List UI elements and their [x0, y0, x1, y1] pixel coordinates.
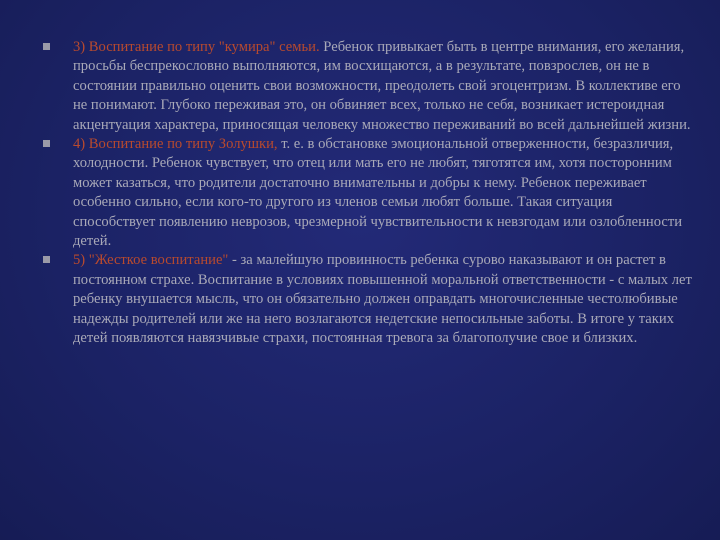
list-item: [40, 135, 692, 251]
square-bullet-icon: [43, 140, 50, 147]
list-item: [40, 251, 692, 348]
bullet-list: [40, 38, 692, 349]
item-highlight: 4) Воспитание по типу Золушки,: [73, 136, 278, 153]
item-highlight: 5) "Жесткое воспитание": [73, 252, 229, 269]
item-text: т. е. в обстановке эмоциональной отверженности, безразличия, холодности. Ребенок чувствует, что отец или мать его не любят, тяготятся им, хотя посторонним может казаться, что родители достаточно внимательны и добры к нему. Ребенок переживает особенно сильно, если кого-то другого из членов семьи любят больше. Такая ситуация способствует появлению неврозов, чрезмерной чувствительности к невзгодам или озлобленности детей.: [73, 136, 683, 250]
item-text: Ребенок привыкает быть в центре внимания, его желания, просьбы беспрекословно выполняются, им восхищаются, а в результате, повзрослев, он не в состоянии правильно оценить свои возможности, преодолеть свой эгоцентризм. В коллективе его не понимают. Глубоко переживая это, он обвиняет всех, только не себя, возникает истероидная акцентуация характера, приносящая человеку множество переживаний во всей дальнейшей жизни.: [73, 39, 691, 133]
list-item: [40, 38, 692, 135]
square-bullet-icon: [43, 256, 50, 263]
square-bullet-icon: [43, 43, 50, 50]
item-highlight: 3) Воспитание по типу "кумира" семьи.: [73, 39, 320, 55]
item-text: - за малейшую провинность ребенка сурово наказывают и он растет в постоянном страхе. Воспитание в условиях повышенной моральной ответственности - с малых лет ребенку внушается мысль, что он обязательно должен оправдать многочисленные честолюбивые надежды родителей или же на него возлагаются недетские непосильные заботы. В итоге у таких детей появляются навязчивые страхи, постоянная тревога за благополучие свое и близких.: [73, 252, 692, 347]
